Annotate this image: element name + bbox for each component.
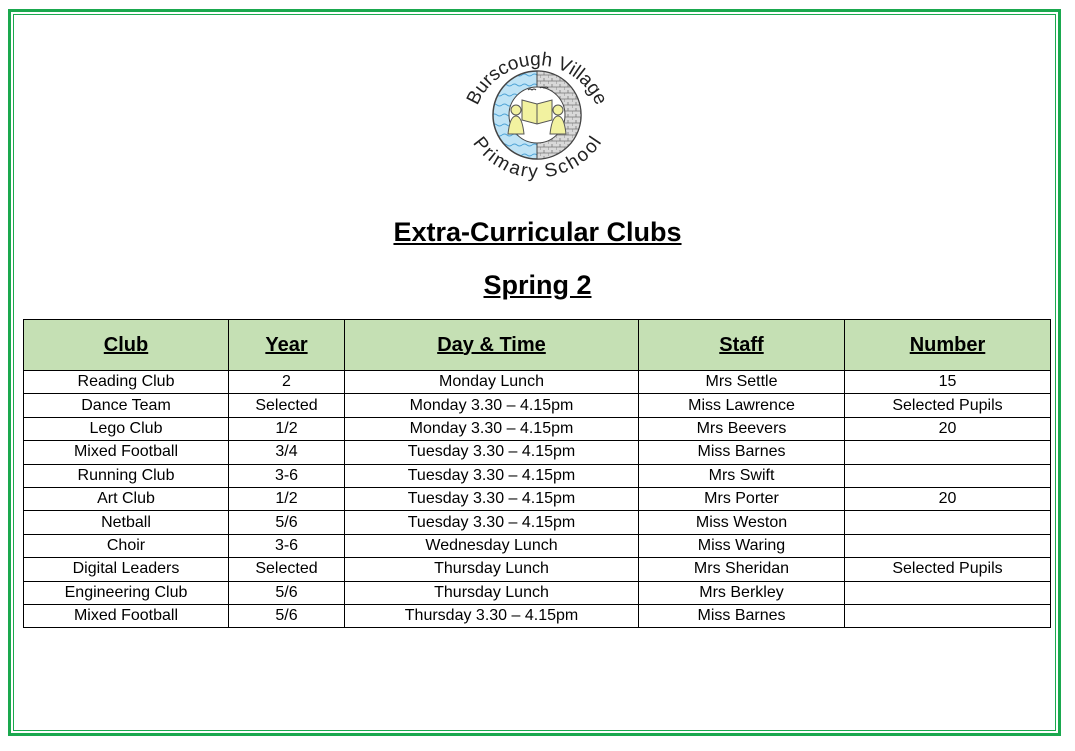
cell-number — [845, 511, 1051, 534]
cell-staff: Mrs Settle — [639, 371, 845, 394]
cell-club: Choir — [24, 534, 229, 557]
cell-year: 1/2 — [229, 487, 345, 510]
cell-number: 20 — [845, 417, 1051, 440]
school-logo — [452, 30, 622, 190]
table-row — [24, 417, 1051, 440]
cell-club: Mixed Football — [24, 604, 229, 627]
cell-club: Digital Leaders — [24, 558, 229, 581]
cell-club: Engineering Club — [24, 581, 229, 604]
cell-number: 20 — [845, 487, 1051, 510]
cell-staff: Miss Barnes — [639, 604, 845, 627]
cell-year: 2 — [229, 371, 345, 394]
cell-day-time: Thursday Lunch — [345, 558, 639, 581]
cell-number — [845, 534, 1051, 557]
cell-staff: Mrs Swift — [639, 464, 845, 487]
cell-staff: Mrs Berkley — [639, 581, 845, 604]
table-row — [24, 487, 1051, 510]
table-row — [24, 604, 1051, 627]
cell-year: 5/6 — [229, 581, 345, 604]
cell-year: 3/4 — [229, 441, 345, 464]
cell-staff: Mrs Porter — [639, 487, 845, 510]
cell-year: 5/6 — [229, 604, 345, 627]
cell-year: 5/6 — [229, 511, 345, 534]
page-title: Extra-Curricular Clubs — [393, 217, 682, 247]
clubs-table — [23, 319, 1051, 628]
table-row — [24, 581, 1051, 604]
table-row — [24, 464, 1051, 487]
cell-number — [845, 581, 1051, 604]
cell-club: Lego Club — [24, 417, 229, 440]
table-row — [24, 371, 1051, 394]
cell-day-time: Thursday Lunch — [345, 581, 639, 604]
cell-number: Selected Pupils — [845, 558, 1051, 581]
cell-number — [845, 604, 1051, 627]
cell-day-time: Monday 3.30 – 4.15pm — [345, 394, 639, 417]
cell-number: Selected Pupils — [845, 394, 1051, 417]
cell-year: 3-6 — [229, 534, 345, 557]
cell-day-time: Tuesday 3.30 – 4.15pm — [345, 511, 639, 534]
column-header-club: Club — [24, 320, 229, 371]
cell-day-time: Tuesday 3.30 – 4.15pm — [345, 441, 639, 464]
column-header-day-time: Day & Time — [345, 320, 639, 371]
cell-day-time: Tuesday 3.30 – 4.15pm — [345, 464, 639, 487]
column-header-number: Number — [845, 320, 1051, 371]
cell-staff: Miss Weston — [639, 511, 845, 534]
cell-staff: Miss Waring — [639, 534, 845, 557]
cell-number — [845, 464, 1051, 487]
page-subtitle: Spring 2 — [483, 270, 592, 300]
column-header-staff: Staff — [639, 320, 845, 371]
table-row — [24, 511, 1051, 534]
cell-club: Dance Team — [24, 394, 229, 417]
cell-number: 15 — [845, 371, 1051, 394]
cell-staff: Mrs Beevers — [639, 417, 845, 440]
cell-day-time: Tuesday 3.30 – 4.15pm — [345, 487, 639, 510]
cell-number — [845, 441, 1051, 464]
cell-day-time: Wednesday Lunch — [345, 534, 639, 557]
cell-staff: Mrs Sheridan — [639, 558, 845, 581]
cell-club: Reading Club — [24, 371, 229, 394]
logo-text-bottom: Primary School — [468, 133, 606, 183]
cell-day-time: Monday 3.30 – 4.15pm — [345, 417, 639, 440]
cell-day-time: Monday Lunch — [345, 371, 639, 394]
cell-club: Netball — [24, 511, 229, 534]
table-row — [24, 558, 1051, 581]
cell-club: Running Club — [24, 464, 229, 487]
cell-staff: Miss Barnes — [639, 441, 845, 464]
logo-text-top: Burscough Village — [462, 49, 612, 109]
table-header-row — [24, 320, 1051, 371]
cell-day-time: Thursday 3.30 – 4.15pm — [345, 604, 639, 627]
cell-year: Selected — [229, 394, 345, 417]
cell-staff: Miss Lawrence — [639, 394, 845, 417]
table-row — [24, 394, 1051, 417]
column-header-year: Year — [229, 320, 345, 371]
cell-club: Art Club — [24, 487, 229, 510]
cell-year: 1/2 — [229, 417, 345, 440]
cell-year: 3-6 — [229, 464, 345, 487]
table-row — [24, 534, 1051, 557]
cell-year: Selected — [229, 558, 345, 581]
table-row — [24, 441, 1051, 464]
cell-club: Mixed Football — [24, 441, 229, 464]
